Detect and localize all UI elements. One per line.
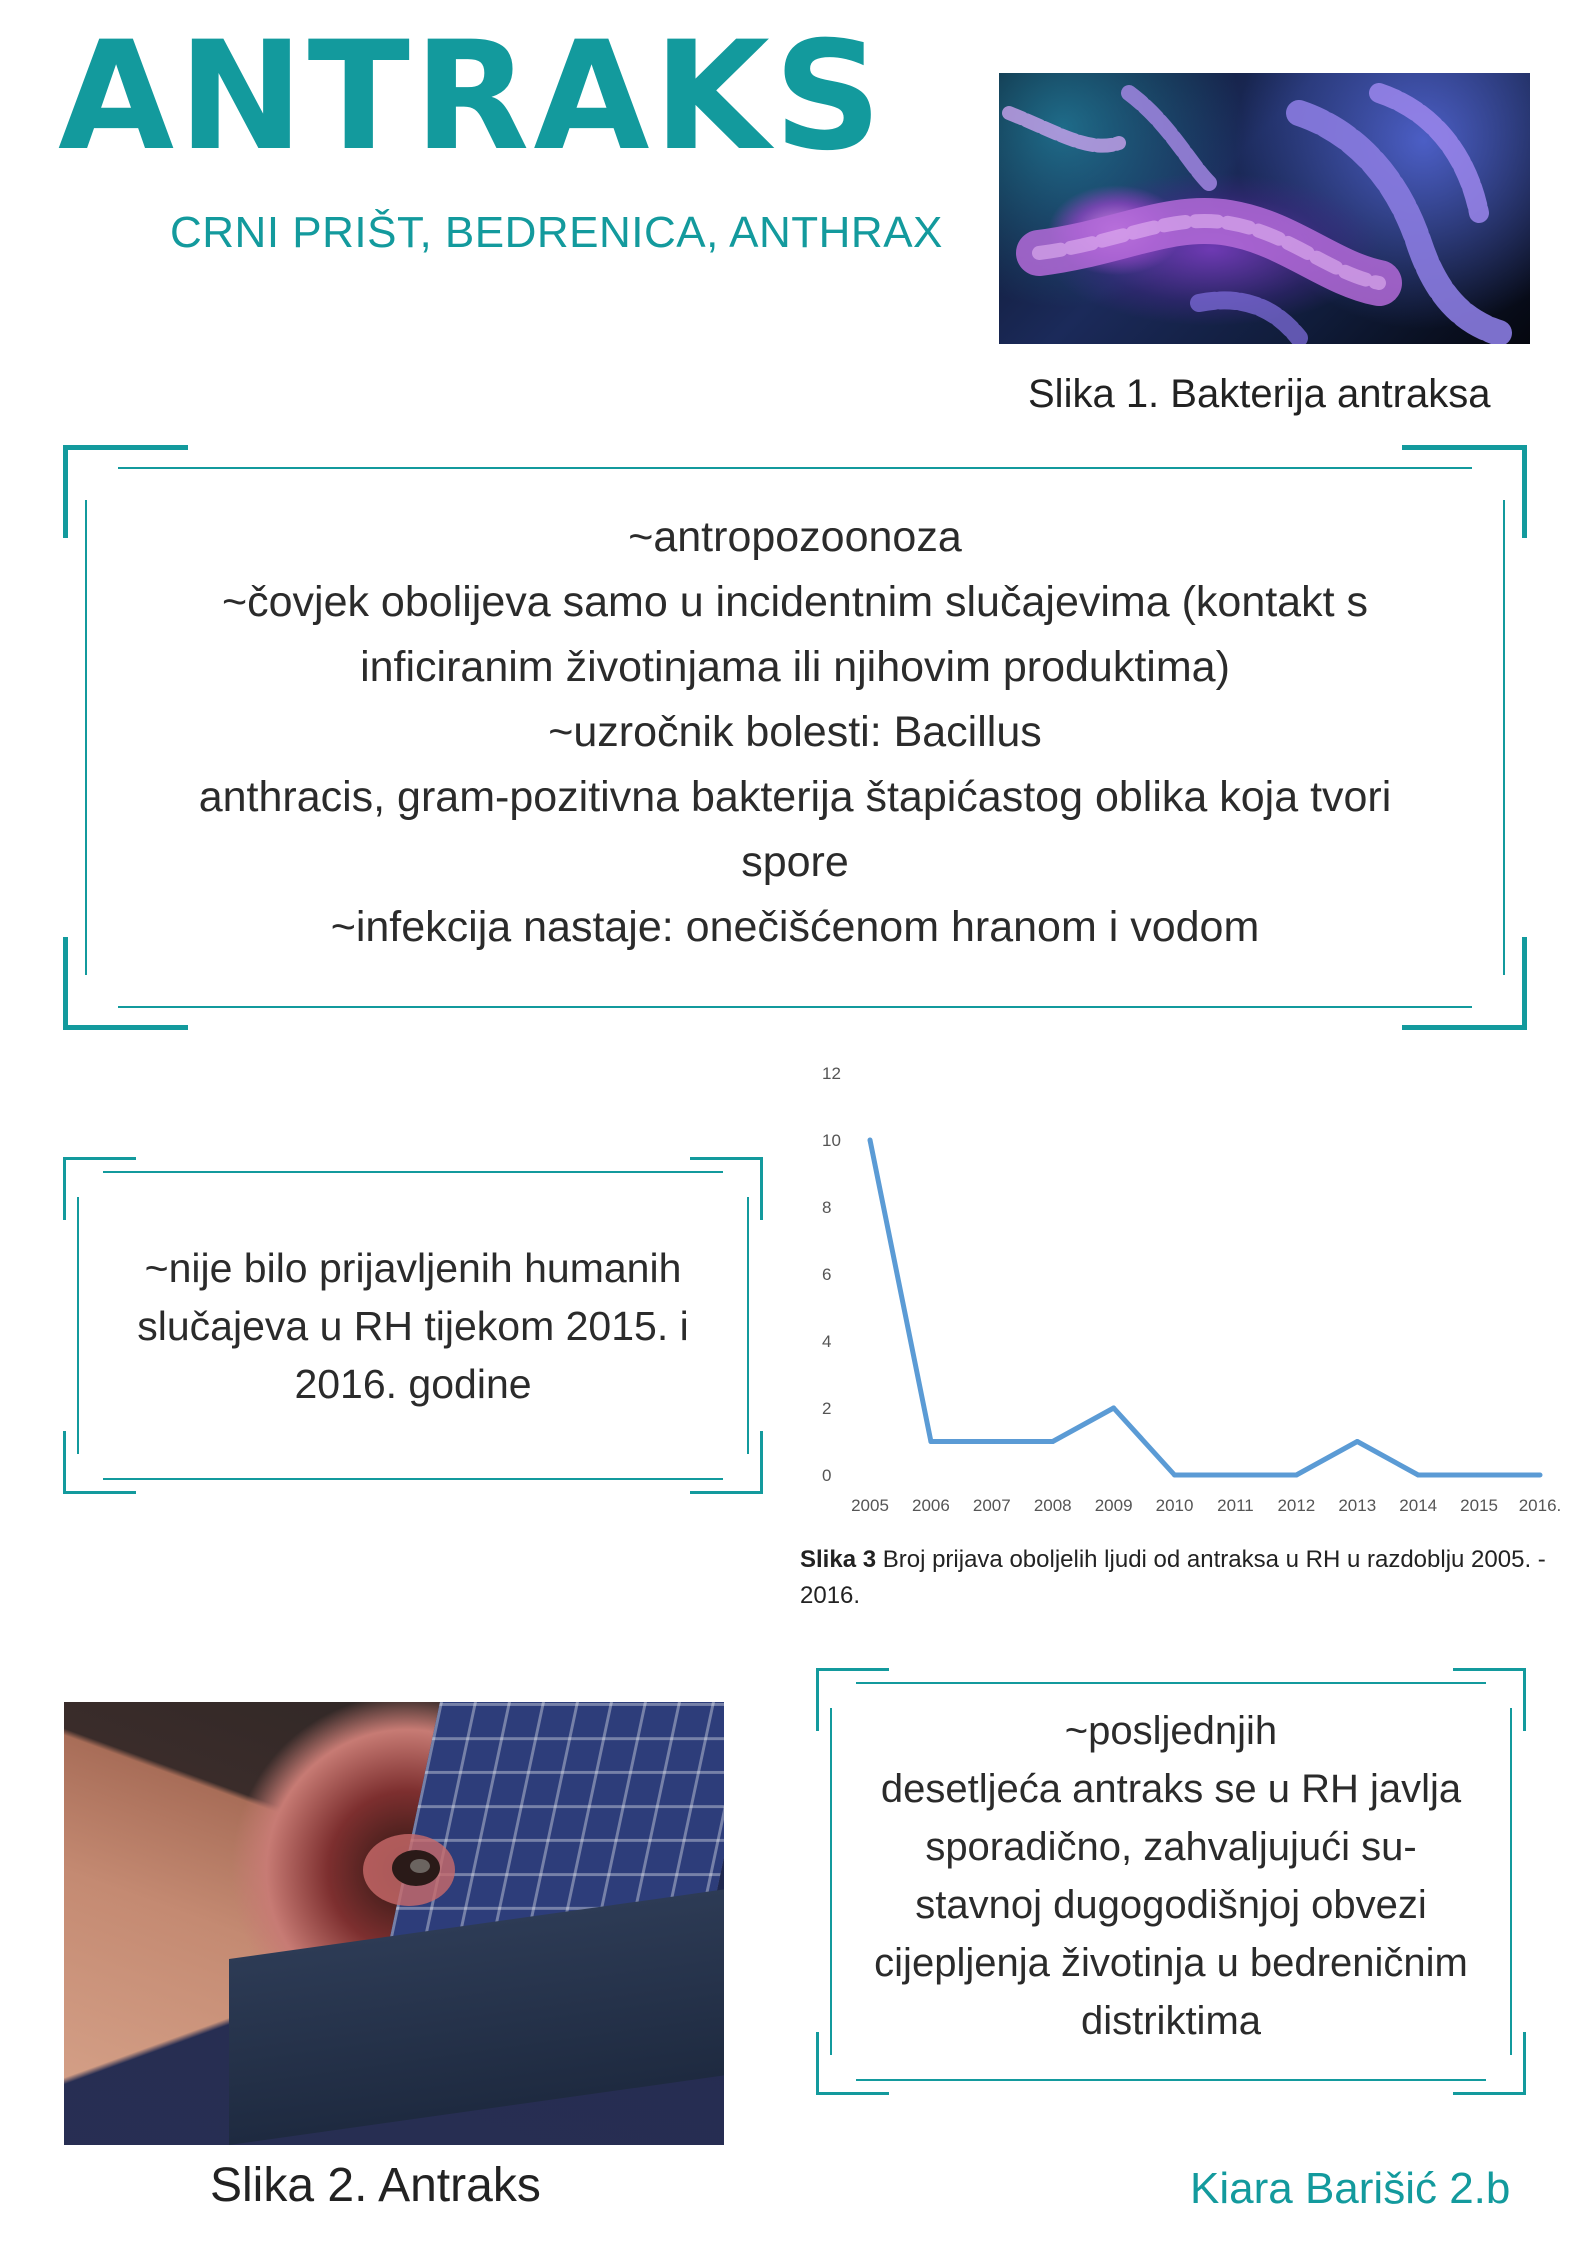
frame-line bbox=[103, 1478, 723, 1480]
frame-corner bbox=[63, 1157, 136, 1220]
x-tick-label: 2011 bbox=[1217, 1496, 1254, 1515]
info-line: ~uzročnik bolesti: Bacillus bbox=[548, 708, 1042, 756]
no-cases-line: 2016. godine bbox=[294, 1361, 532, 1407]
lesion-mark bbox=[64, 1702, 724, 2145]
data-point bbox=[1538, 1473, 1543, 1478]
no-cases-line: ~nije bilo prijavljenih humanih bbox=[144, 1245, 682, 1291]
frame-line bbox=[118, 467, 1472, 469]
data-point bbox=[1355, 1439, 1360, 1444]
data-point bbox=[928, 1439, 933, 1444]
chart-caption-label: Slika 3 bbox=[800, 1546, 877, 1573]
info-line: anthracis, gram-pozitivna bakterija štapićastog oblika koja tvori bbox=[198, 773, 1392, 821]
info-line: inficiranim životinjama ili njihovim produktima) bbox=[360, 643, 1230, 691]
frame-corner bbox=[690, 1157, 763, 1220]
data-point bbox=[1416, 1473, 1421, 1478]
frame-corner bbox=[63, 1431, 136, 1494]
chart-caption bbox=[800, 1542, 1570, 1614]
data-point bbox=[1294, 1473, 1299, 1478]
x-tick-label: 2007 bbox=[972, 1496, 1011, 1515]
history-line: ~posljednjih bbox=[1064, 1709, 1278, 1753]
frame-line bbox=[85, 500, 87, 975]
frame-line bbox=[77, 1197, 79, 1454]
data-point bbox=[1111, 1406, 1116, 1411]
page-title: ANTRAKS bbox=[58, 10, 886, 184]
data-point bbox=[1233, 1473, 1238, 1478]
no-cases-box bbox=[63, 1157, 763, 1494]
info-line: ~infekcija nastaje: onečišćenom hranom i vodom bbox=[330, 903, 1260, 951]
frame-line bbox=[747, 1197, 749, 1454]
x-tick-label: 2006 bbox=[911, 1496, 950, 1515]
x-tick-label: 2009 bbox=[1094, 1496, 1133, 1515]
history-line: cijepljenja životinja u bedreničnim bbox=[874, 1941, 1468, 1985]
bacteria-image bbox=[999, 73, 1530, 344]
y-tick-label: 4 bbox=[822, 1332, 832, 1351]
x-tick-label: 2016. bbox=[1518, 1496, 1562, 1515]
chart-caption-text: Broj prijava oboljelih ljudi od antraksa u RH u razdoblju 2005. - 2016. bbox=[800, 1546, 1546, 1609]
x-tick-label: 2010 bbox=[1155, 1496, 1194, 1515]
x-tick-label: 2014 bbox=[1399, 1496, 1438, 1515]
y-tick-label: 10 bbox=[822, 1131, 841, 1150]
bacteria-chains-illustration bbox=[999, 73, 1530, 344]
y-tick-label: 2 bbox=[822, 1399, 832, 1418]
y-tick-label: 6 bbox=[822, 1265, 832, 1284]
frame-line bbox=[856, 1682, 1486, 1684]
frame-line bbox=[118, 1006, 1472, 1008]
info-box bbox=[63, 445, 1527, 1030]
x-tick-label: 2008 bbox=[1033, 1496, 1072, 1515]
series-line bbox=[870, 1140, 1540, 1475]
y-tick-label: 12 bbox=[822, 1064, 841, 1083]
figure2-caption: Slika 2. Antraks bbox=[210, 2159, 541, 2212]
data-point bbox=[1477, 1473, 1482, 1478]
history-line: distriktima bbox=[1080, 1999, 1262, 2043]
data-point bbox=[1050, 1439, 1055, 1444]
frame-corner bbox=[690, 1431, 763, 1494]
frame-line bbox=[1503, 500, 1505, 975]
page-subtitle: CRNI PRIŠT, BEDRENICA, ANTHRAX bbox=[170, 208, 943, 257]
y-tick-label: 8 bbox=[822, 1198, 832, 1217]
frame-line bbox=[1510, 1708, 1512, 2055]
no-cases-text bbox=[103, 1239, 723, 1413]
x-tick-label: 2013 bbox=[1338, 1496, 1377, 1515]
info-line: ~čovjek obolijeva samo u incidentnim slučajevima (kontakt s bbox=[221, 578, 1368, 626]
frame-line bbox=[856, 2079, 1486, 2081]
info-line: ~antropozoonoza bbox=[628, 513, 962, 561]
info-text bbox=[123, 505, 1467, 960]
data-point bbox=[989, 1439, 994, 1444]
history-text bbox=[856, 1702, 1486, 2050]
x-tick-label: 2015 bbox=[1460, 1496, 1499, 1515]
history-box bbox=[816, 1668, 1526, 2095]
frame-line bbox=[830, 1708, 832, 2055]
x-tick-label: 2012 bbox=[1277, 1496, 1316, 1515]
anthrax-lesion-photo bbox=[64, 1702, 724, 2145]
data-point bbox=[1172, 1473, 1177, 1478]
info-line: spore bbox=[741, 838, 849, 886]
data-point bbox=[868, 1138, 873, 1143]
x-tick-label: 2005 bbox=[851, 1496, 889, 1515]
no-cases-line: slučajeva u RH tijekom 2015. i bbox=[137, 1303, 689, 1349]
history-line: sporadično, zahvaljujući su- bbox=[925, 1825, 1417, 1869]
y-tick-label: 0 bbox=[822, 1466, 832, 1485]
figure1-caption: Slika 1. Bakterija antraksa bbox=[1028, 372, 1491, 416]
author-credit: Kiara Barišić 2.b bbox=[1190, 2164, 1511, 2213]
cases-line-chart bbox=[790, 1055, 1580, 1625]
history-line: stavnoj dugogodišnjoj obvezi bbox=[915, 1883, 1427, 1927]
frame-line bbox=[103, 1171, 723, 1173]
history-line: desetljeća antraks se u RH javlja bbox=[880, 1767, 1462, 1811]
